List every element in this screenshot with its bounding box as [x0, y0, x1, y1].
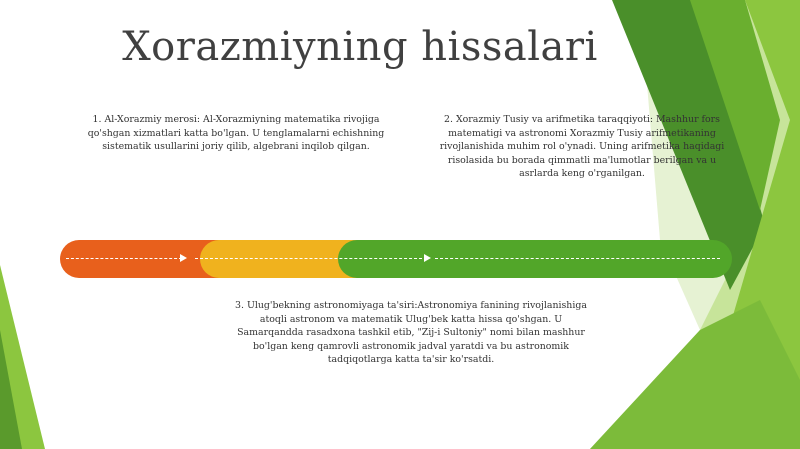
- timeline-dash-2: [195, 258, 427, 259]
- point-2-text: 2. Xorazmiy Tusiy va arifmetika taraqqiyoti: Mashhur fors matematigi va astronomi Xorazmiy Tusiy arifmetikaning rivojlanishida muhim rol o'ynadi. Uning arifmetika haqidagi risolasida bu borada qimmatli ma'lumotlar berilgan va u asrlarda keng o'rganilgan.: [439, 114, 725, 179]
- timeline-dash-3: [435, 258, 720, 259]
- timeline-segment-green: [338, 240, 732, 278]
- slide-title: Xorazmiyning hissalari: [122, 24, 598, 70]
- deco-right-bottom-shade: [590, 300, 800, 449]
- timeline-dash-1: [66, 258, 182, 259]
- point-1-text: 1. Al-Xorazmiy merosi: Al-Xorazmiyning matematika rivojiga qo'shgan xizmatlari katta bo'lgan. U tenglamalarni echishning sistematik usullarini joriy qilib, algebrani inqilob qilgan.: [87, 114, 385, 152]
- timeline-arrow: [60, 240, 732, 278]
- point-3-text: 3. Ulug'bekning astronomiyaga ta'siri:Astronomiya fanining rivojlanishiga atoqli astronom va matematik Ulug'bek katta hissa qo'shgan. U Samarqandda rasadxona tashkil etib, "Zij-i Sultoniy" nomi bilan mashhur bo'lgan keng qamrovli astronomik jadval yaratdi va bu astronomik tadqiqotlarga katta ta'sir ko'rsatdi.: [235, 300, 587, 365]
- timeline-arrowhead-1-icon: [180, 254, 187, 262]
- timeline-arrowhead-2-icon: [424, 254, 431, 262]
